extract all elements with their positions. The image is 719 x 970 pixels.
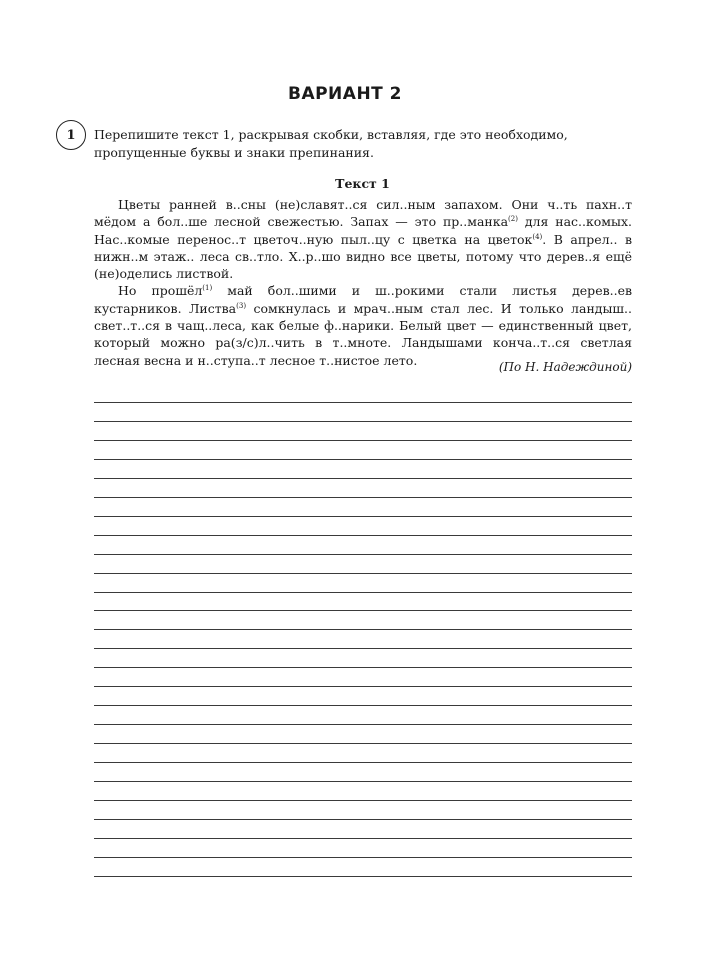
answer-line	[94, 667, 632, 668]
p1-text-b: для нас..комых. Нас..комые перенос..т цветоч..ную пыл..цу с цветка на цветок	[94, 214, 633, 247]
p1-text-a: Цветы ранней в..сны (не)славят..ся сил..ным запахом. Они ч..ть пахн..т мёдом а бол..ше лесной свежестью. Запах — это пр..манка	[94, 197, 632, 230]
answer-line	[94, 705, 632, 706]
answer-line	[94, 781, 632, 782]
p1-text-c: . В апрел.. в нижн..м этаж.. леса св..тло. Х..р..шо видно все цветы, потому что дерев..я ещё (не)оделись листвой.	[94, 231, 632, 282]
answer-line	[94, 497, 632, 498]
passage-paragraph-2	[94, 282, 632, 368]
answer-line	[94, 573, 632, 574]
variant-title: ВАРИАНТ 2	[287, 84, 403, 104]
answer-line	[94, 819, 632, 820]
answer-line	[94, 629, 632, 630]
answer-line	[94, 686, 632, 687]
footnote-mark: (4)	[532, 232, 543, 241]
footnote-mark: (1)	[202, 284, 213, 293]
p2-text-b: май бол..шими и ш..рокими стали листья дерев..ев кустарников. Листва	[94, 283, 633, 316]
answer-line	[94, 838, 632, 839]
answer-line	[94, 743, 632, 744]
answer-line	[94, 648, 632, 649]
answer-line	[94, 762, 632, 763]
answer-line	[94, 724, 632, 725]
answer-line	[94, 459, 632, 460]
answer-line	[94, 535, 632, 536]
answer-line	[94, 800, 632, 801]
task-number-badge: 1	[56, 120, 86, 150]
answer-line	[94, 610, 632, 611]
passage	[94, 196, 632, 369]
passage-paragraph-1	[94, 196, 632, 282]
footnote-mark: (3)	[236, 301, 247, 310]
answer-line	[94, 554, 632, 555]
footnote-mark: (2)	[508, 215, 518, 224]
answer-line	[94, 516, 632, 517]
attribution: (По Н. Надеждиной)	[498, 360, 632, 374]
task-instruction: Перепишите текст 1, раскрывая скобки, вставляя, где это необходимо, пропущенные буквы и знаки препинания.	[94, 127, 568, 160]
p2-text-a: Но прошёл	[118, 283, 203, 299]
answer-line	[94, 857, 632, 858]
answer-line	[94, 876, 632, 877]
text-title: Текст 1	[335, 176, 390, 191]
answer-line	[94, 421, 632, 422]
p2-text-c: сомкнулась и мрач..ным стал лес. И только ландыш.. свет..т..ся в чащ..леса, как белые ф..нарики. Белый цвет — единственный цвет, который можно ра(з/с)л..чить в т..мноте. Ландышами конча..т..ся светлая лесная весна и н..ступа..т лесное т..нистое лето.	[94, 300, 632, 368]
answer-line	[94, 478, 632, 479]
answer-line	[94, 440, 632, 441]
answer-line	[94, 402, 632, 403]
answer-line	[94, 592, 632, 593]
